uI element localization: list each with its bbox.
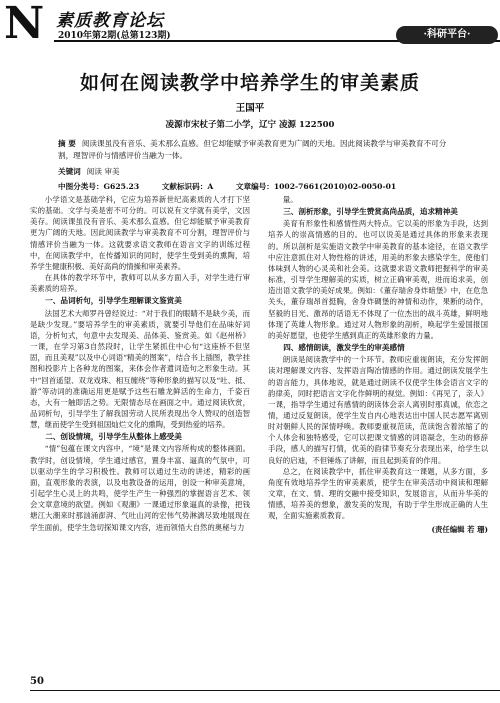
section-badge: ·科研平台· — [396, 26, 498, 44]
classification-line — [58, 181, 454, 192]
keywords-text: 阅读 审美 — [86, 167, 120, 176]
body-column-left — [30, 194, 250, 533]
paragraph: 美育有形象性和感情性两大特点。它以美的形象为手段，达到培养人的崇高情感的目的。也可以说美是通过具体的形象来表现的。所以剖析是实施语文教学中审美教育的基本途径，在语文教学中应注意抓住对人物性格的讲述，用美的形象去感染学生，使他们体味到人物的心灵美和社会美。这就要求语文教师把握科学的审美标准，引导学生理解美的实质，树立正确审美观，进而追求美，创造出语文教学的美好成果。例如：《董存瑞舍身炸暗堡》中，在危急关头，董存瑞昂首挺胸，舍身炸碉堡的神情和动作，果断的动作，坚毅的目光、激昂的话语无不体现了一位杰出的战斗英雄，鲜明地体现了英雄人物形象。通过对人物形象的剖析，唤起学生爱国报国的美好愿望，也使学生感到真正的英雄形象的力量。 — [268, 219, 488, 340]
paragraph: 量。 — [282, 195, 298, 204]
paragraph: 法国艺术大师罗丹曾经说过：“对于我们的眼睛不是缺少美，而是缺少发现。”要培养学生的审美素质，就要引导他们在品味好词语，分析句式，句意中去发现美、品体美、鉴赏美。如《赵州桥》一课，在学习第3自然段时，让学生紧抓住中心句“这座桥不但坚固，而且美观”以及中心词语“精美的图案”，结合书上插图，教学挂图和投影片上各种龙的图案，来体会作者遣词造句之形象生动。其中“回首遥望、双龙戏珠、相互缠绕”等种形象的描写以及“吐、抵、游”等动词的准确运用更是赋予这些石雕龙鲜活的生命力，千姿百态，大有一触即活之势。无限情态尽在画面之中。通过阅读欣赏，品词析句，引导学生了解我国劳动人民所表现出令人赞叹的创造智慧，继而使学生受到祖国灿烂文化的熏陶，受到热爱的培养。 — [30, 308, 250, 430]
abstract — [58, 138, 454, 162]
article-number: 文章编号：1002-7661(2010)02-0050-01 — [235, 182, 397, 191]
author-affiliation: 凌源市宋杖子第二小学，辽宁 凌源 122500 — [165, 120, 335, 130]
masthead-logo-letter: N — [4, 0, 45, 49]
keywords-label: 关键词 — [58, 167, 81, 176]
body-column-right — [268, 194, 488, 535]
keywords — [58, 166, 454, 177]
paragraph: 在具体的教学环节中，教师可以从多方面入手，对学生进行审美素质的培养。 — [30, 273, 250, 294]
paragraph: 总之，在阅读教学中，抓住审美教育这一课题，从多方面，多角度有效地培养学生的审美素质，使学生在审美活动中阅读和理解文章，在文、情、理的交融中接受知识，发展语言，从而升华美的情感，培养美的想象，激发美的发现，有助于学生形成正确的人生观，全面实施素质教育。 — [268, 466, 488, 521]
section-heading: 一、品词析句，引导学生理解课文鉴赏美 — [45, 296, 182, 306]
article-author: 王国平 — [235, 103, 265, 114]
issue-info: 2010年第2期(总第123期) — [58, 31, 171, 41]
paragraph: “情”包蕴在课文内容中，“境”是课文内容所构成的整体画面。教学时，创设情境，学生通过感官，置身丰富、逼真的气氛中，可以驱动学生的学习积极性。教师可以通过生动的讲述，精彩的画面，直观形象的表演，以及电教设备的运用，创设一种审美意境，引起学生心灵上的共鸣，使学生产生一种强烈的掌握语言艺术、领会文章意境的欲望。例如《观潮》一课通过形象逼真的录像，把钱塘江大潮来时那汹涌澎湃、气吐山河的宏伟气势淋漓尽致地展现在学生面前，使学生急切探知课文内容，进而领悟大自然的奥秘与力 — [30, 444, 250, 532]
journal-title: 素质教育论坛 — [56, 11, 164, 31]
section-heading: 二、创设情境，引导学生从整体上感受美 — [45, 432, 182, 442]
doc-code: 文献标识码：A — [161, 182, 214, 191]
paragraph: 小学语文是基础学科，它应为培养新世纪高素质的人才打下坚实的基础。文学与美是密不可分的。可以说有文学就有美学，文因美存。阅读课虽没有音乐、美术那么直感。但它却能赋予审美教育更为广阔的天地。因此阅读教学与审美教育不可分割，理智评价与情感评价当融为一体。这就要求语文教师在语言文字的训练过程中，在阅读教学中，在传播知识的同时，使学生受到美的熏陶，培养学生健康积极、美好高尚的情操和审美素养。 — [30, 195, 250, 271]
editor-credit: (责任编辑 若 珊) — [431, 524, 488, 534]
section-heading: 三、剖析形象，引导学生赞赏高尚品质，追求精神美 — [283, 207, 458, 217]
abstract-text: 阅读课虽没有音乐、美术那么直感。但它却能赋予审美教育更为广阔的天地。因此阅读教学与审美教育不可分割，理智评价与情感评价当融为一体。 — [58, 139, 447, 160]
section-heading: 四、感情朗读，激发学生的审美感情 — [283, 343, 405, 353]
footer-rule — [30, 690, 500, 691]
paragraph: 朗读是阅读教学中的一个环节。教师应重视朗读，充分发挥朗读对理解课文内容、发挥语言陶冶情感的作用。通过朗读发展学生的语言能力，具体地说，就是通过朗读不仅使学生体会语言文字的韵律美，同时把语言文字化作鲜明的视觉。例如：《再见了，亲人》一课，指导学生通过有感情的朗读体会亲人离别时那真诚，依恋之情，通过反复朗读，使学生发自内心地表达出中国人民志愿军离别时对朝鲜人民的深情呼唤。教师要重视范读，范读饱含着浓缩了的个人体会和独特感受，它可以把课文情感的词语凝念，生动的修辞手段，感人的描写打情，优美的韵律节奏充分表现出来，给学生以良好的启迪，不但锤炼了讲解，而且起到美育的作用。 — [268, 355, 488, 465]
page-number: 50 — [30, 676, 44, 687]
clc-number: 中图分类号：G625.23 — [58, 182, 140, 191]
article-title: 如何在阅读教学中培养学生的审美素质 — [79, 72, 420, 94]
abstract-label: 摘 要 — [58, 139, 76, 148]
